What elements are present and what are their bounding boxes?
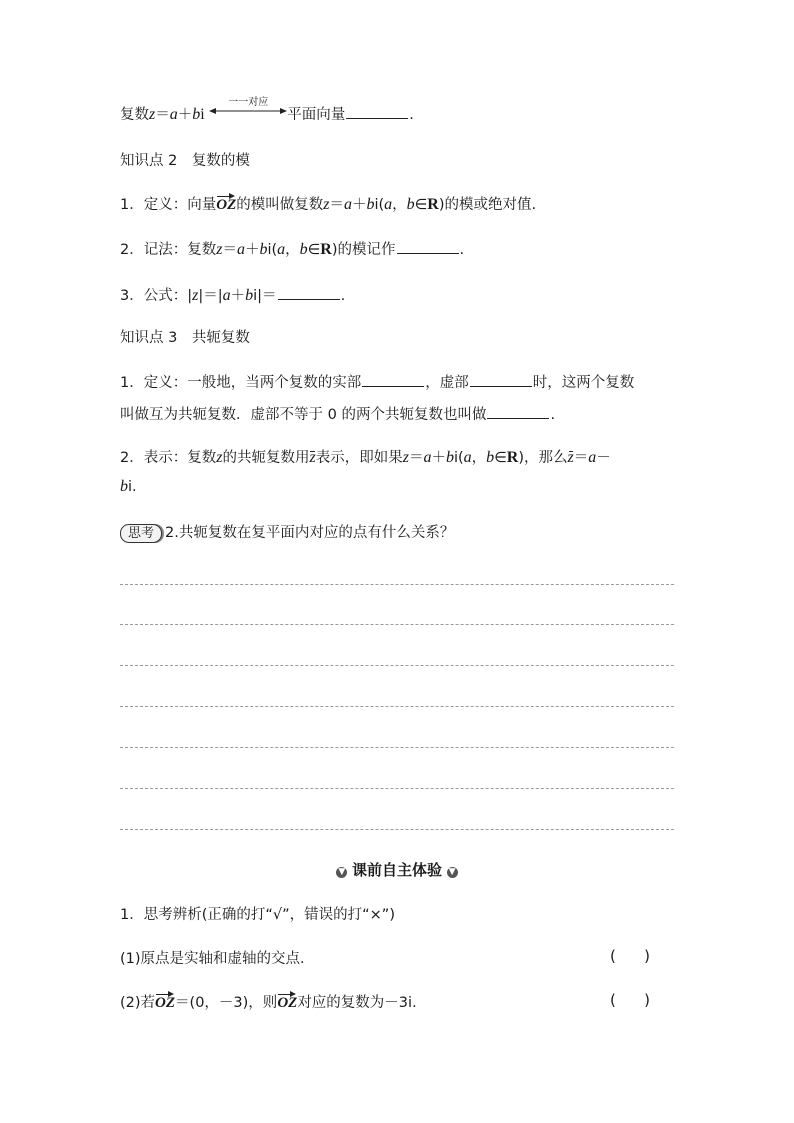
- text: 复数: [187, 242, 217, 258]
- text: i(: [374, 197, 385, 213]
- heading-kp3: 知识点 3 共轭复数: [120, 330, 250, 346]
- var-z-bar: z: [309, 449, 316, 466]
- var-a: a: [384, 196, 393, 213]
- double-arrow-icon: [209, 97, 287, 119]
- text: ∈: [307, 242, 321, 258]
- think-badge: 思考: [120, 524, 162, 543]
- text: )，那么: [518, 450, 568, 466]
- writing-line[interactable]: [120, 624, 674, 625]
- var-b: b: [259, 241, 268, 258]
- var-a: a: [423, 449, 432, 466]
- modulus-formula: [120, 284, 345, 305]
- think-question: [120, 521, 454, 543]
- var-z: z: [192, 287, 199, 304]
- answer-parens[interactable]: [610, 991, 650, 1009]
- var-a: a: [343, 196, 352, 213]
- label: 定义：: [143, 375, 188, 391]
- var-z-bar: z: [567, 449, 574, 466]
- exercise-q2: [120, 991, 427, 1012]
- text: ＝(0，－3)，则: [175, 995, 278, 1011]
- set-r: R: [506, 449, 519, 466]
- vector-oz: OZ: [155, 992, 175, 1012]
- writing-line[interactable]: [120, 706, 674, 707]
- var-b: b: [299, 241, 308, 258]
- num: 1．: [120, 197, 144, 213]
- text: 对应的复数为－3i．: [297, 995, 427, 1011]
- text: .: [409, 107, 414, 123]
- writing-line[interactable]: [120, 829, 674, 830]
- var-b: b: [486, 449, 495, 466]
- var-a: a: [463, 449, 472, 466]
- chevron-down-icon: ▼: [336, 867, 347, 878]
- num: 3．: [120, 288, 144, 304]
- paren-left: (: [610, 947, 616, 965]
- var-z: z: [216, 449, 223, 466]
- writing-line[interactable]: [120, 788, 674, 789]
- text: 平面向量: [287, 107, 346, 123]
- answer-parens[interactable]: [610, 947, 650, 965]
- exercise-q1: (1)原点是实轴和虚轴的交点．: [120, 951, 315, 967]
- num: 2．: [120, 242, 144, 258]
- answer-blank[interactable]: [487, 406, 549, 419]
- conjugate-representation-line2: [120, 478, 137, 496]
- var-b: b: [120, 478, 128, 495]
- text: .: [459, 242, 465, 258]
- text: ，: [285, 242, 300, 258]
- text: 表示，即如果: [315, 450, 403, 466]
- think-text: 2.共轭复数在复平面内对应的点有什么关系？: [165, 525, 455, 541]
- section-title: [0, 859, 794, 880]
- line-complex-vector-correspondence: [120, 97, 414, 124]
- var-a: a: [588, 449, 597, 466]
- var-i: i: [200, 106, 205, 123]
- text: ＋: [244, 242, 260, 258]
- exercise-intro: 1．思考辨析(正确的打“√”，错误的打“×”): [120, 907, 395, 923]
- var-z: z: [149, 106, 156, 123]
- label: 公式：: [143, 288, 188, 304]
- text: ∈: [414, 197, 428, 213]
- num: 1．: [120, 375, 144, 391]
- chevron-down-icon: ▼: [447, 867, 458, 878]
- text: |: [187, 288, 193, 304]
- answer-blank[interactable]: [278, 287, 340, 300]
- text: ，虚部: [425, 375, 469, 391]
- text: 时，这两个复数: [532, 375, 635, 391]
- writing-line[interactable]: [120, 584, 674, 585]
- modulus-notation: [120, 238, 464, 259]
- var-b: b: [245, 287, 254, 304]
- text: ＝: [222, 242, 237, 258]
- text: 向量: [187, 197, 217, 213]
- text: )的模记作: [331, 242, 396, 258]
- text: i|＝: [253, 288, 277, 304]
- paren-right: ): [644, 991, 650, 1009]
- text: ，: [471, 450, 487, 466]
- text: 复数: [120, 107, 149, 123]
- text: 复数: [187, 450, 217, 466]
- text: －: [596, 450, 611, 466]
- answer-blank[interactable]: [346, 106, 408, 119]
- conjugate-definition-line1: [120, 371, 634, 392]
- label: 记法：: [143, 242, 188, 258]
- paren-right: ): [644, 947, 650, 965]
- text: 一般地，当两个复数的实部: [187, 375, 362, 391]
- label: 表示：: [143, 450, 188, 466]
- text: )的模或绝对值.: [438, 197, 537, 213]
- text: 的模叫做复数: [236, 197, 324, 213]
- var-z: z: [402, 449, 409, 466]
- text: (2)若: [120, 995, 156, 1011]
- text: i(: [267, 242, 278, 258]
- var-b: b: [366, 196, 375, 213]
- var-a: a: [236, 241, 245, 258]
- var-b: b: [192, 106, 201, 123]
- text: ＋: [230, 288, 246, 304]
- set-r: R: [427, 196, 439, 213]
- text: .: [340, 288, 346, 304]
- conjugate-representation-line1: [120, 446, 611, 467]
- var-b: b: [406, 196, 415, 213]
- vector-oz: OZ: [277, 992, 297, 1012]
- var-a: a: [277, 241, 286, 258]
- conjugate-definition-line2: [120, 403, 555, 424]
- text: i.: [128, 479, 137, 495]
- text: ＝: [408, 450, 424, 466]
- arrow-label: 一一对应: [228, 97, 269, 108]
- text: |＝|: [198, 288, 223, 304]
- var-z: z: [216, 241, 223, 258]
- text: ＋: [351, 197, 367, 213]
- answer-blank[interactable]: [397, 241, 459, 254]
- text: ＋: [177, 107, 193, 123]
- text: i(: [453, 450, 464, 466]
- section-title-text: 课前自主体验: [351, 861, 442, 879]
- var-z: z: [323, 196, 330, 213]
- var-a: a: [169, 106, 178, 123]
- set-r: R: [320, 241, 332, 258]
- paren-left: (: [610, 991, 616, 1009]
- var-b: b: [445, 449, 454, 466]
- vector-oz: OZ: [216, 194, 236, 214]
- heading-kp2: 知识点 2 复数的模: [120, 153, 250, 169]
- text: ＝: [329, 197, 344, 213]
- var-a: a: [222, 287, 231, 304]
- modulus-definition: [120, 193, 536, 214]
- writing-line[interactable]: [120, 747, 674, 748]
- answer-blank[interactable]: [470, 374, 532, 387]
- text: ＝: [155, 107, 170, 123]
- writing-line[interactable]: [120, 665, 674, 666]
- num: 2．: [120, 450, 144, 466]
- text: ＋: [431, 450, 446, 466]
- label: 定义：: [143, 197, 188, 213]
- answer-blank[interactable]: [362, 374, 424, 387]
- text: 的共轭复数用: [222, 450, 310, 466]
- text: .: [550, 407, 556, 423]
- text: ∈: [494, 450, 507, 466]
- text: ＝: [573, 450, 589, 466]
- text: 叫做互为共轭复数．虚部不等于 0 的两个共轭复数也叫做: [120, 407, 487, 423]
- text: ，: [392, 197, 407, 213]
